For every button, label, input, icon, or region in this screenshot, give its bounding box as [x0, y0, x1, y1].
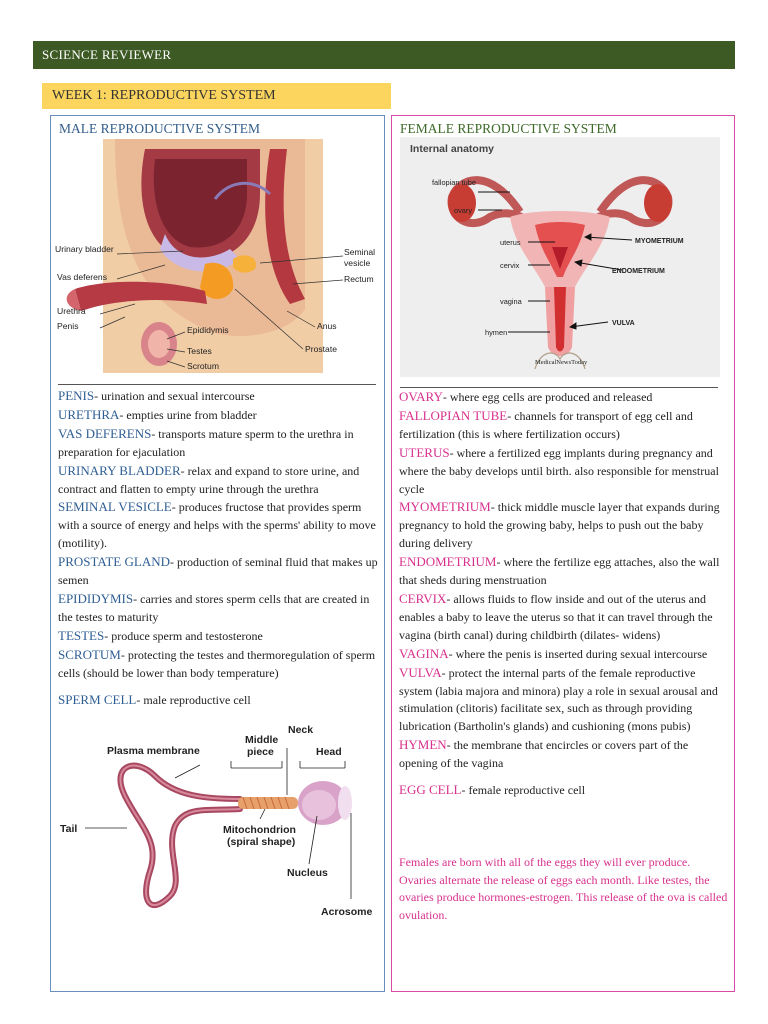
label-vas-deferens: Vas deferens: [57, 272, 108, 282]
female-column: [391, 115, 735, 992]
label-acrosome: Acrosome: [321, 906, 373, 918]
label-vagina: vagina: [500, 297, 522, 306]
label-prostate: Prostate: [305, 344, 338, 354]
week-heading: WEEK 1: REPRODUCTIVE SYSTEM: [42, 83, 391, 109]
label-plasma-membrane: Plasma membrane: [107, 745, 200, 757]
label-seminal: Seminal: [344, 247, 376, 257]
label-spiral-shape: (spiral shape): [227, 836, 296, 848]
ovulation-note: Females are born with all of the eggs they will ever produce. Ovaries alternate the release of eggs each month. Like testes, the ovaries produce hormones-estrogen. This release of the ova is called ovulation.: [399, 855, 728, 922]
label-urinary-bladder: Urinary bladder: [55, 244, 114, 254]
def-urinary-bladder: URINARY BLADDER- relax and expand to store urine, and contract and flatten to empty urine through the urethra: [58, 462, 360, 496]
def-ovary: OVARY- where egg cells are produced and released: [399, 389, 653, 404]
def-hymen: HYMEN- the membrane that encircles or covers part of the opening of the vagina: [399, 737, 689, 771]
def-endometrium: ENDOMETRIUM- where the fertilize egg attaches, also the wall that sheds during menstruation: [399, 554, 720, 588]
label-scrotum: Scrotum: [187, 361, 219, 371]
document-banner: SCIENCE REVIEWER: [33, 41, 735, 69]
def-testes: TESTES- produce sperm and testosterone: [58, 627, 263, 643]
def-egg-cell: EGG CELL- female reproductive cell: [399, 782, 586, 798]
label-neck: Neck: [288, 724, 314, 736]
label-vulva: VULVA: [612, 320, 635, 327]
label-testes: Testes: [187, 346, 212, 356]
label-urethra: Urethra: [57, 306, 86, 316]
label-medicalnewstoday: MedicalNewsToday: [535, 359, 588, 366]
male-anatomy-figure: [55, 139, 380, 379]
label-myometrium: MYOMETRIUM: [635, 238, 684, 245]
label-piece: piece: [247, 746, 274, 758]
label-uterus: uterus: [500, 238, 521, 247]
def-fallopian-tube: FALLOPIAN TUBE- channels for transport of egg cell and fertilization (this is where fertilization occurs): [399, 407, 693, 441]
male-divider: [58, 384, 376, 385]
label-penis: Penis: [57, 321, 79, 331]
label-endometrium: ENDOMETRIUM: [612, 268, 665, 275]
male-definitions: [58, 387, 380, 709]
def-prostate-gland: PROSTATE GLAND- production of seminal fluid that makes up semen: [58, 554, 378, 588]
female-column-title: FEMALE REPRODUCTIVE SYSTEM: [400, 121, 617, 136]
label-rectum: Rectum: [344, 274, 374, 284]
label-vesicle: vesicle: [344, 258, 371, 268]
label-anus: Anus: [317, 321, 337, 331]
def-uterus: UTERUS- where a fertilized egg implants during pregnancy and where the baby develops until birth. also responsible for menstrual cycle: [399, 444, 719, 496]
male-column: [50, 115, 385, 992]
label-fallopian-tube: fallopian tube: [432, 178, 476, 187]
def-cervix: CERVIX- allows fluids to flow inside and out of the uterus and enables a baby to leave the uterus so that it can travel through the vagina (birth canal) during childbirth (dilates- widens): [399, 590, 713, 642]
def-epididymis: EPIDIDYMIS- carries and stores sperm cells that are created in the testes to maturity: [58, 590, 370, 624]
def-vagina: VAGINA- where the penis is inserted during sexual intercourse: [399, 645, 708, 661]
label-head: Head: [316, 746, 342, 758]
label-internal-anatomy: Internal anatomy: [410, 143, 495, 155]
sperm-cell-figure: [55, 721, 380, 926]
def-urethra: URETHRA- empties urine from bladder: [58, 406, 257, 422]
def-vas-deferens: VAS DEFERENS- transports mature sperm to the urethra in preparation for ejaculation: [58, 425, 354, 459]
label-tail: Tail: [60, 823, 78, 835]
def-penis: PENIS- urination and sexual intercourse: [58, 388, 255, 403]
def-vulva: VULVA- protect the internal parts of the female reproductive system (labia majora and minora) play a role in sexual arousal and stimulation (clitoris) facilitate sex, such as through providing lubrication (Bartholin's glands) and cushioning (mons pubis): [399, 664, 718, 734]
def-scrotum: SCROTUM- protecting the testes and thermoregulation of sperm cells (should be lower than body temperature): [58, 646, 376, 680]
def-sperm-cell: SPERM CELL- male reproductive cell: [58, 691, 251, 707]
label-cervix: cervix: [500, 261, 520, 270]
def-seminal-vesicle: SEMINAL VESICLE- produces fructose that provides sperm with a source of energy and helps with the sperms' ability to move (motility).: [58, 499, 376, 551]
female-anatomy-figure: [400, 137, 720, 377]
label-mitochondrion: Mitochondrion: [223, 824, 296, 836]
label-middle: Middle: [245, 734, 279, 746]
male-column-title: MALE REPRODUCTIVE SYSTEM: [59, 121, 261, 136]
label-ovary: ovary: [454, 206, 473, 215]
label-nucleus: Nucleus: [287, 867, 328, 879]
label-epididymis: Epididymis: [187, 325, 229, 335]
label-hymen: hymen: [485, 328, 508, 337]
def-myometrium: MYOMETRIUM- thick middle muscle layer that expands during pregnancy to hold the growing baby, helps to push out the baby during delivery: [399, 499, 720, 551]
female-definitions: [399, 388, 729, 800]
